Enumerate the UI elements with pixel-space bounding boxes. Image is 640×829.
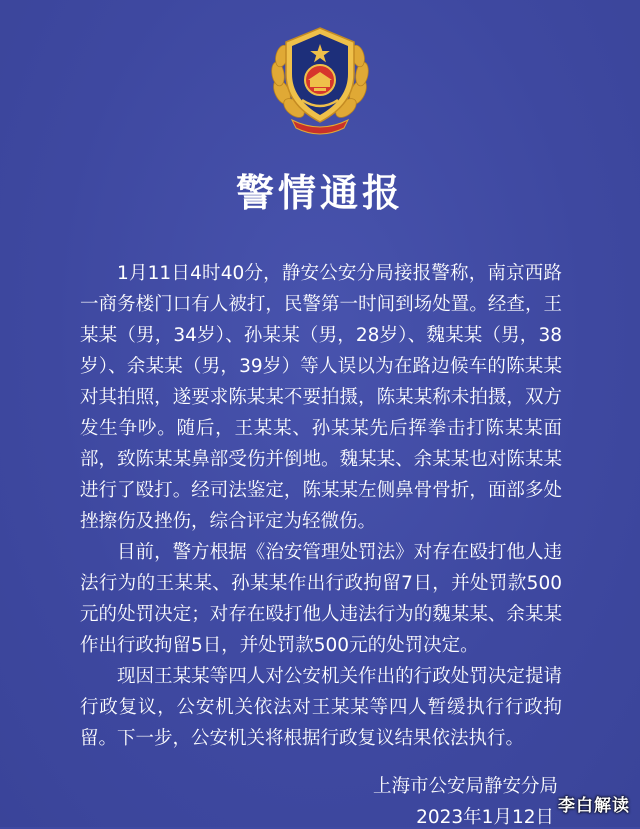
watermark-text: 李白解读 <box>558 796 630 816</box>
notice-paragraph: 1月11日4时40分，静安公安分局接报警称，南京西路一商务楼门口有人被打，民警第一时间到场处置。经查，王某某（男，34岁）、孙某某（男，28岁）、魏某某（男，38岁）、余某某（男，39岁）等人误以为在路边候车的陈某某对其拍照，遂要求陈某某不要拍摄，陈某某称未拍摄，双方发生争吵。随后，王某某、孙某某先后挥拳击打陈某某面部，致陈某某鼻部受伤并倒地。魏某某、余某某也对陈某某进行了殴打。经司法鉴定，陈某某左侧鼻骨骨折，面部多处挫擦伤及挫伤，综合评定为轻微伤。 <box>80 263 562 532</box>
notice-body <box>80 258 562 754</box>
signature-organization: 上海市公安局静安分局 <box>372 776 558 797</box>
page-title: 警情通报 <box>235 171 404 215</box>
signature-date: 2023年1月12日 <box>416 807 554 828</box>
police-emblem-icon <box>262 22 378 138</box>
notice-paragraph: 目前，警方根据《治安管理处罚法》对存在殴打他人违法行为的王某某、孙某某作出行政拘留7日，并处罚款500元的处罚决定；对存在殴打他人违法行为的魏某某、余某某作出行政拘留5日，并处罚款500元的处罚决定。 <box>80 542 562 656</box>
notice-paragraph: 现因王某某等四人对公安机关作出的行政处罚决定提请行政复议，公安机关依法对王某某等四人暂缓执行行政拘留。下一步，公安机关将根据行政复议结果依法执行。 <box>80 666 562 749</box>
